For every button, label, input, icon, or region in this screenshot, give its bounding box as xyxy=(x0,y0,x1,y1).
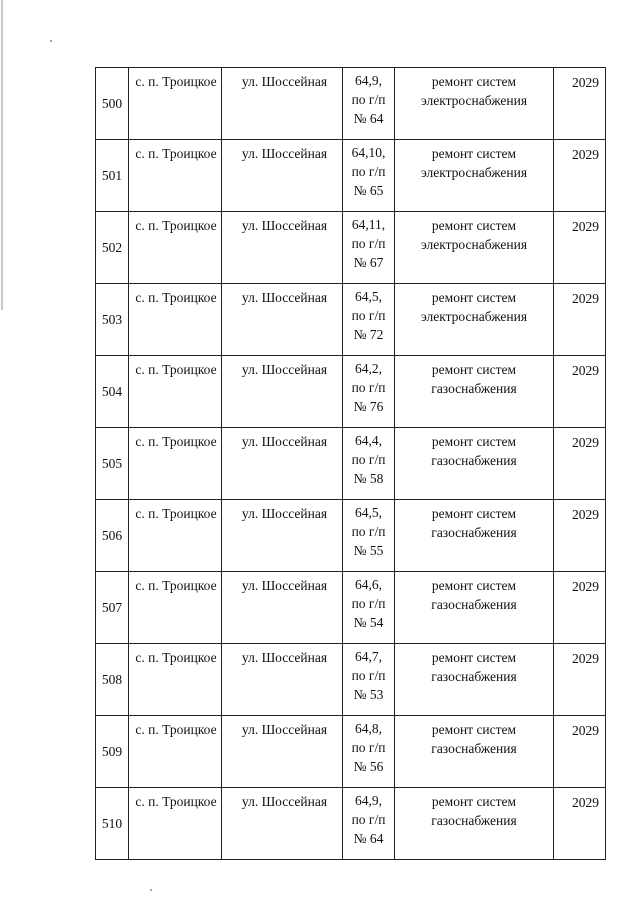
table-row xyxy=(96,140,606,212)
house-cell xyxy=(343,356,395,428)
work-type-line: электроснабжения xyxy=(420,309,528,324)
house-cell xyxy=(343,572,395,644)
settlement-name: с. п. Троицкое xyxy=(135,794,217,809)
street-cell xyxy=(222,212,343,284)
planned-year: 2029 xyxy=(572,435,599,450)
year-cell xyxy=(554,284,606,356)
row-number-cell xyxy=(96,644,129,716)
street-name: ул. Шоссейная xyxy=(241,722,328,737)
settlement-name: с. п. Троицкое xyxy=(135,362,217,377)
table-row xyxy=(96,428,606,500)
planned-year: 2029 xyxy=(572,579,599,594)
house-line: 64,9, xyxy=(355,73,382,88)
settlement-cell xyxy=(129,284,222,356)
settlement-cell xyxy=(129,356,222,428)
row-number-cell xyxy=(96,68,129,140)
work-type-line: ремонт систем xyxy=(431,146,517,161)
work-type-line: электроснабжения xyxy=(420,237,528,252)
work-type-line: газоснабжения xyxy=(431,741,517,756)
row-number-cell xyxy=(96,428,129,500)
street-cell xyxy=(222,572,343,644)
table-row xyxy=(96,356,606,428)
planned-year: 2029 xyxy=(572,795,599,810)
year-cell xyxy=(554,500,606,572)
row-number: 505 xyxy=(101,456,123,471)
house-line: № 55 xyxy=(353,543,384,558)
settlement-cell xyxy=(129,428,222,500)
street-name: ул. Шоссейная xyxy=(241,650,328,665)
year-cell xyxy=(554,428,606,500)
work-type-line: газоснабжения xyxy=(431,525,517,540)
house-line: 64,9, xyxy=(355,793,382,808)
house-line: № 56 xyxy=(353,759,384,774)
row-number-cell xyxy=(96,356,129,428)
scan-speck xyxy=(150,889,152,891)
street-name: ул. Шоссейная xyxy=(241,74,328,89)
planned-year: 2029 xyxy=(572,75,599,90)
house-line: по г/п xyxy=(351,524,386,539)
street-name: ул. Шоссейная xyxy=(241,362,328,377)
house-line: по г/п xyxy=(351,308,386,323)
street-cell xyxy=(222,356,343,428)
street-cell xyxy=(222,428,343,500)
planned-year: 2029 xyxy=(572,147,599,162)
table-row xyxy=(96,572,606,644)
work-type-cell xyxy=(395,356,554,428)
house-line: № 53 xyxy=(353,687,384,702)
house-cell xyxy=(343,716,395,788)
work-type-line: ремонт систем xyxy=(431,434,517,449)
work-type-line: ремонт систем xyxy=(431,506,517,521)
year-cell xyxy=(554,212,606,284)
row-number: 502 xyxy=(101,240,123,255)
row-number: 510 xyxy=(101,816,123,831)
row-number: 503 xyxy=(101,312,123,327)
work-type-cell xyxy=(395,140,554,212)
street-cell xyxy=(222,284,343,356)
table-row xyxy=(96,212,606,284)
table-row xyxy=(96,500,606,572)
work-type-line: ремонт систем xyxy=(431,290,517,305)
house-line: 64,7, xyxy=(355,649,382,664)
scan-edge-mark xyxy=(1,0,3,310)
house-line: по г/п xyxy=(351,596,386,611)
settlement-cell xyxy=(129,140,222,212)
year-cell xyxy=(554,140,606,212)
row-number-cell xyxy=(96,284,129,356)
street-name: ул. Шоссейная xyxy=(241,794,328,809)
house-line: 64,5, xyxy=(355,505,382,520)
work-type-cell xyxy=(395,716,554,788)
street-name: ул. Шоссейная xyxy=(241,218,328,233)
house-line: № 54 xyxy=(353,615,384,630)
work-type-line: газоснабжения xyxy=(431,381,517,396)
work-type-cell xyxy=(395,284,554,356)
scan-speck xyxy=(50,40,52,42)
planned-year: 2029 xyxy=(572,363,599,378)
house-line: по г/п xyxy=(351,740,386,755)
house-line: № 65 xyxy=(353,183,384,198)
settlement-cell xyxy=(129,716,222,788)
work-type-cell xyxy=(395,68,554,140)
year-cell xyxy=(554,716,606,788)
row-number: 506 xyxy=(101,528,123,543)
settlement-name: с. п. Троицкое xyxy=(135,506,217,521)
row-number-cell xyxy=(96,572,129,644)
street-name: ул. Шоссейная xyxy=(241,290,328,305)
house-line: по г/п xyxy=(351,164,386,179)
table-row xyxy=(96,68,606,140)
house-cell xyxy=(343,68,395,140)
work-type-line: ремонт систем xyxy=(431,74,517,89)
year-cell xyxy=(554,644,606,716)
year-cell xyxy=(554,788,606,860)
house-line: 64,11, xyxy=(351,217,386,232)
work-type-line: ремонт систем xyxy=(431,578,517,593)
house-line: № 64 xyxy=(353,831,384,846)
row-number-cell xyxy=(96,500,129,572)
settlement-cell xyxy=(129,572,222,644)
row-number-cell xyxy=(96,212,129,284)
street-cell xyxy=(222,716,343,788)
table-row xyxy=(96,788,606,860)
house-cell xyxy=(343,140,395,212)
work-type-cell xyxy=(395,500,554,572)
planned-year: 2029 xyxy=(572,291,599,306)
row-number-cell xyxy=(96,716,129,788)
street-name: ул. Шоссейная xyxy=(241,578,328,593)
table-body xyxy=(96,68,606,860)
house-line: № 72 xyxy=(353,327,384,342)
row-number: 504 xyxy=(101,384,123,399)
settlement-name: с. п. Троицкое xyxy=(135,434,217,449)
settlement-name: с. п. Троицкое xyxy=(135,218,217,233)
row-number-cell xyxy=(96,788,129,860)
street-cell xyxy=(222,644,343,716)
settlement-name: с. п. Троицкое xyxy=(135,290,217,305)
house-line: 64,4, xyxy=(355,433,382,448)
planned-year: 2029 xyxy=(572,651,599,666)
row-number: 507 xyxy=(101,600,123,615)
house-cell xyxy=(343,500,395,572)
street-name: ул. Шоссейная xyxy=(241,146,328,161)
work-type-line: электроснабжения xyxy=(420,93,528,108)
street-name: ул. Шоссейная xyxy=(241,506,328,521)
settlement-name: с. п. Троицкое xyxy=(135,578,217,593)
street-name: ул. Шоссейная xyxy=(241,434,328,449)
table-row xyxy=(96,716,606,788)
work-type-line: ремонт систем xyxy=(431,650,517,665)
settlement-name: с. п. Троицкое xyxy=(135,74,217,89)
settlement-name: с. п. Троицкое xyxy=(135,722,217,737)
house-line: 64,8, xyxy=(355,721,382,736)
house-cell xyxy=(343,644,395,716)
settlement-name: с. п. Троицкое xyxy=(135,146,217,161)
work-type-line: ремонт систем xyxy=(431,218,517,233)
street-cell xyxy=(222,68,343,140)
work-type-line: ремонт систем xyxy=(431,722,517,737)
year-cell xyxy=(554,356,606,428)
row-number: 509 xyxy=(101,744,123,759)
house-line: по г/п xyxy=(351,92,386,107)
planned-year: 2029 xyxy=(572,219,599,234)
settlement-cell xyxy=(129,68,222,140)
house-line: № 67 xyxy=(353,255,384,270)
row-number: 508 xyxy=(101,672,123,687)
house-cell xyxy=(343,428,395,500)
house-line: по г/п xyxy=(351,380,386,395)
house-line: 64,5, xyxy=(355,289,382,304)
work-type-cell xyxy=(395,644,554,716)
table-row xyxy=(96,284,606,356)
work-type-line: газоснабжения xyxy=(431,813,517,828)
house-line: по г/п xyxy=(351,812,386,827)
planned-year: 2029 xyxy=(572,507,599,522)
street-cell xyxy=(222,140,343,212)
repair-schedule-table xyxy=(95,67,606,860)
house-line: по г/п xyxy=(351,236,386,251)
table-row xyxy=(96,644,606,716)
work-type-cell xyxy=(395,212,554,284)
work-type-line: газоснабжения xyxy=(431,597,517,612)
street-cell xyxy=(222,788,343,860)
settlement-cell xyxy=(129,212,222,284)
work-type-line: газоснабжения xyxy=(431,453,517,468)
house-line: по г/п xyxy=(351,452,386,467)
work-type-line: электроснабжения xyxy=(420,165,528,180)
settlement-cell xyxy=(129,500,222,572)
street-cell xyxy=(222,500,343,572)
year-cell xyxy=(554,572,606,644)
work-type-line: газоснабжения xyxy=(431,669,517,684)
settlement-name: с. п. Троицкое xyxy=(135,650,217,665)
row-number: 501 xyxy=(101,168,123,183)
work-type-cell xyxy=(395,788,554,860)
year-cell xyxy=(554,68,606,140)
house-cell xyxy=(343,788,395,860)
house-cell xyxy=(343,284,395,356)
work-type-line: ремонт систем xyxy=(431,794,517,809)
house-line: 64,2, xyxy=(355,361,382,376)
house-line: № 76 xyxy=(353,399,384,414)
house-line: по г/п xyxy=(351,668,386,683)
work-type-line: ремонт систем xyxy=(431,362,517,377)
settlement-cell xyxy=(129,788,222,860)
work-type-cell xyxy=(395,428,554,500)
work-type-cell xyxy=(395,572,554,644)
settlement-cell xyxy=(129,644,222,716)
house-line: № 58 xyxy=(353,471,384,486)
row-number-cell xyxy=(96,140,129,212)
row-number: 500 xyxy=(101,96,123,111)
planned-year: 2029 xyxy=(572,723,599,738)
house-line: № 64 xyxy=(353,111,384,126)
house-line: 64,6, xyxy=(355,577,382,592)
house-line: 64,10, xyxy=(351,145,386,160)
house-cell xyxy=(343,212,395,284)
